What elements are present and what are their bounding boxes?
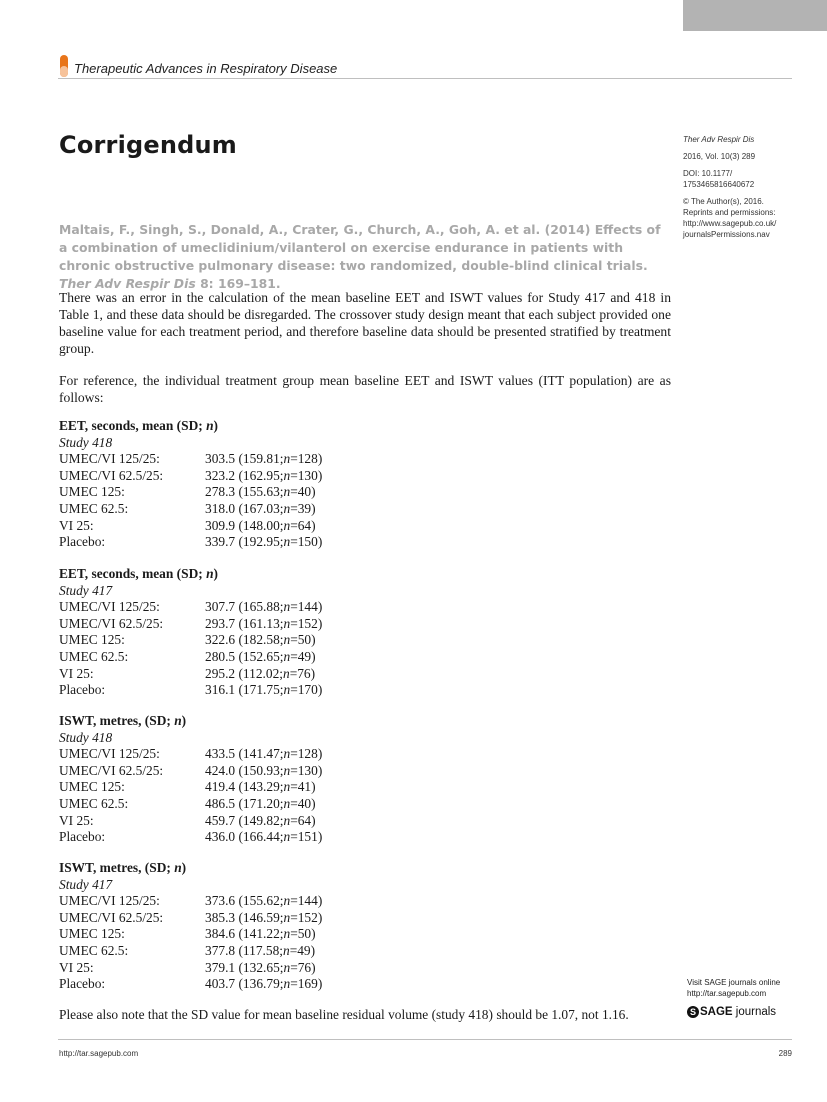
doi-line-1: DOI: 10.1177/ [683,169,733,178]
result-row: UMEC/VI 125/25: 307.7 (165.88; n =144) [59,599,323,615]
result-row: UMEC 62.5: 377.8 (117.58; n =49) [59,942,316,958]
result-row: UMEC/VI 125/25: 433.5 (141.47; n =128) [59,746,323,762]
results-section [59,566,459,699]
reference-journal: Ther Adv Respir Dis [59,276,196,291]
result-row: Placebo: 339.7 (192.95; n =150) [59,534,323,550]
footer-rule [58,1039,792,1040]
doi-line-2: 1753465816640672 [683,180,755,189]
paragraph-sd-correction: Please also note that the SD value for mean baseline residual volume (study 418) should be 1.07, not 1.16. [59,1007,629,1022]
study-label: Study 417 [59,582,113,598]
result-row: UMEC 62.5: 486.5 (171.20; n =40) [59,795,316,811]
results-section [59,860,459,993]
footer-url[interactable]: http://tar.sagepub.com [59,1049,139,1058]
sage-logo-icon: S [687,1006,699,1018]
result-row: VI 25: 309.9 (148.00; n =64) [59,517,316,533]
result-row: Placebo: 436.0 (166.44; n =151) [59,829,323,845]
results-section [59,418,459,551]
visit-url[interactable]: http://tar.sagepub.com [687,989,767,998]
journal-logo-icon [58,54,70,78]
reprints-label: Reprints and permissions: [683,208,776,217]
results-section [59,713,459,846]
result-row: UMEC 125: 278.3 (155.63; n =40) [59,484,316,500]
result-row: UMEC/VI 62.5/25: 385.3 (146.59; n =152) [59,909,323,925]
paragraph-reference-intro: For reference, the individual treatment group mean baseline EET and ISWT values (ITT population) are as follows: [59,373,671,405]
result-row: VI 25: 295.2 (112.02; n =76) [59,665,316,681]
journal-header [58,54,792,78]
reference-citation [59,221,671,293]
reference-volume-pages: 8: 169–181. [200,276,281,291]
brand-sage: SAGE [700,1006,733,1018]
header-rule [58,78,792,79]
result-row: VI 25: 379.1 (132.65; n =76) [59,959,316,975]
section-heading: ISWT, metres, (SD; n) [59,713,187,728]
journal-abbrev: Ther Adv Respir Dis [683,135,755,144]
paragraph-error-description: There was an error in the calculation of the mean baseline EET and ISWT values for Study 417 and 418 in Table 1, and these data should be disregarded. The crossover study design meant that each subject provided one baseline value for each treatment period, and therefore baseline data should be presented stratified by treatment group. [59,290,671,356]
result-row: UMEC 62.5: 318.0 (167.03; n =39) [59,500,316,516]
study-label: Study 418 [59,434,113,450]
reprints-url-1[interactable]: http://www.sagepub.co.uk/ [683,219,777,228]
result-row: UMEC/VI 62.5/25: 323.2 (162.95; n =130) [59,467,323,483]
result-row: UMEC 125: 419.4 (143.29; n =41) [59,779,316,795]
result-row: UMEC/VI 125/25: 373.6 (155.62; n =144) [59,893,323,909]
copyright: © The Author(s), 2016. [683,197,764,206]
result-row: UMEC/VI 62.5/25: 424.0 (150.93; n =130) [59,762,323,778]
brand-journals: journals [732,1006,777,1018]
study-label: Study 417 [59,876,113,892]
sage-journals-logo [687,1006,776,1018]
result-row: Placebo: 403.7 (136.79; n =169) [59,976,323,992]
journal-name: Therapeutic Advances in Respiratory Disease [74,61,338,76]
page-title: Corrigendum [59,131,238,159]
reprints-url-2[interactable]: journalsPermissions.nav [683,230,770,239]
corner-tab [683,0,827,31]
result-row: UMEC/VI 62.5/25: 293.7 (161.13; n =152) [59,615,323,631]
reference-text: Maltais, F., Singh, S., Donald, A., Crater, G., Church, A., Goh, A. et al. (2014) Effects of a combination of umeclidinium/vilanterol on exercise endurance in patients with chronic obstructive pulmonary disease: two randomized, double-blind clinical trials. [59,222,661,273]
visit-label: Visit SAGE journals online [687,978,781,987]
article-meta [683,134,823,240]
volume-line: 2016, Vol. 10(3) 289 [683,152,756,161]
result-row: UMEC 125: 322.6 (182.58; n =50) [59,632,316,648]
result-row: UMEC 62.5: 280.5 (152.65; n =49) [59,648,316,664]
section-heading: ISWT, metres, (SD; n) [59,860,187,875]
result-row: UMEC 125: 384.6 (141.22; n =50) [59,926,316,942]
section-heading: EET, seconds, mean (SD; n) [59,418,218,433]
section-heading: EET, seconds, mean (SD; n) [59,566,218,581]
study-label: Study 418 [59,729,113,745]
result-row: VI 25: 459.7 (149.82; n =64) [59,812,316,828]
result-row: UMEC/VI 125/25: 303.5 (159.81; n =128) [59,451,323,467]
visit-online [687,977,780,999]
page-number: 289 [778,1049,792,1058]
result-row: Placebo: 316.1 (171.75; n =170) [59,682,323,698]
